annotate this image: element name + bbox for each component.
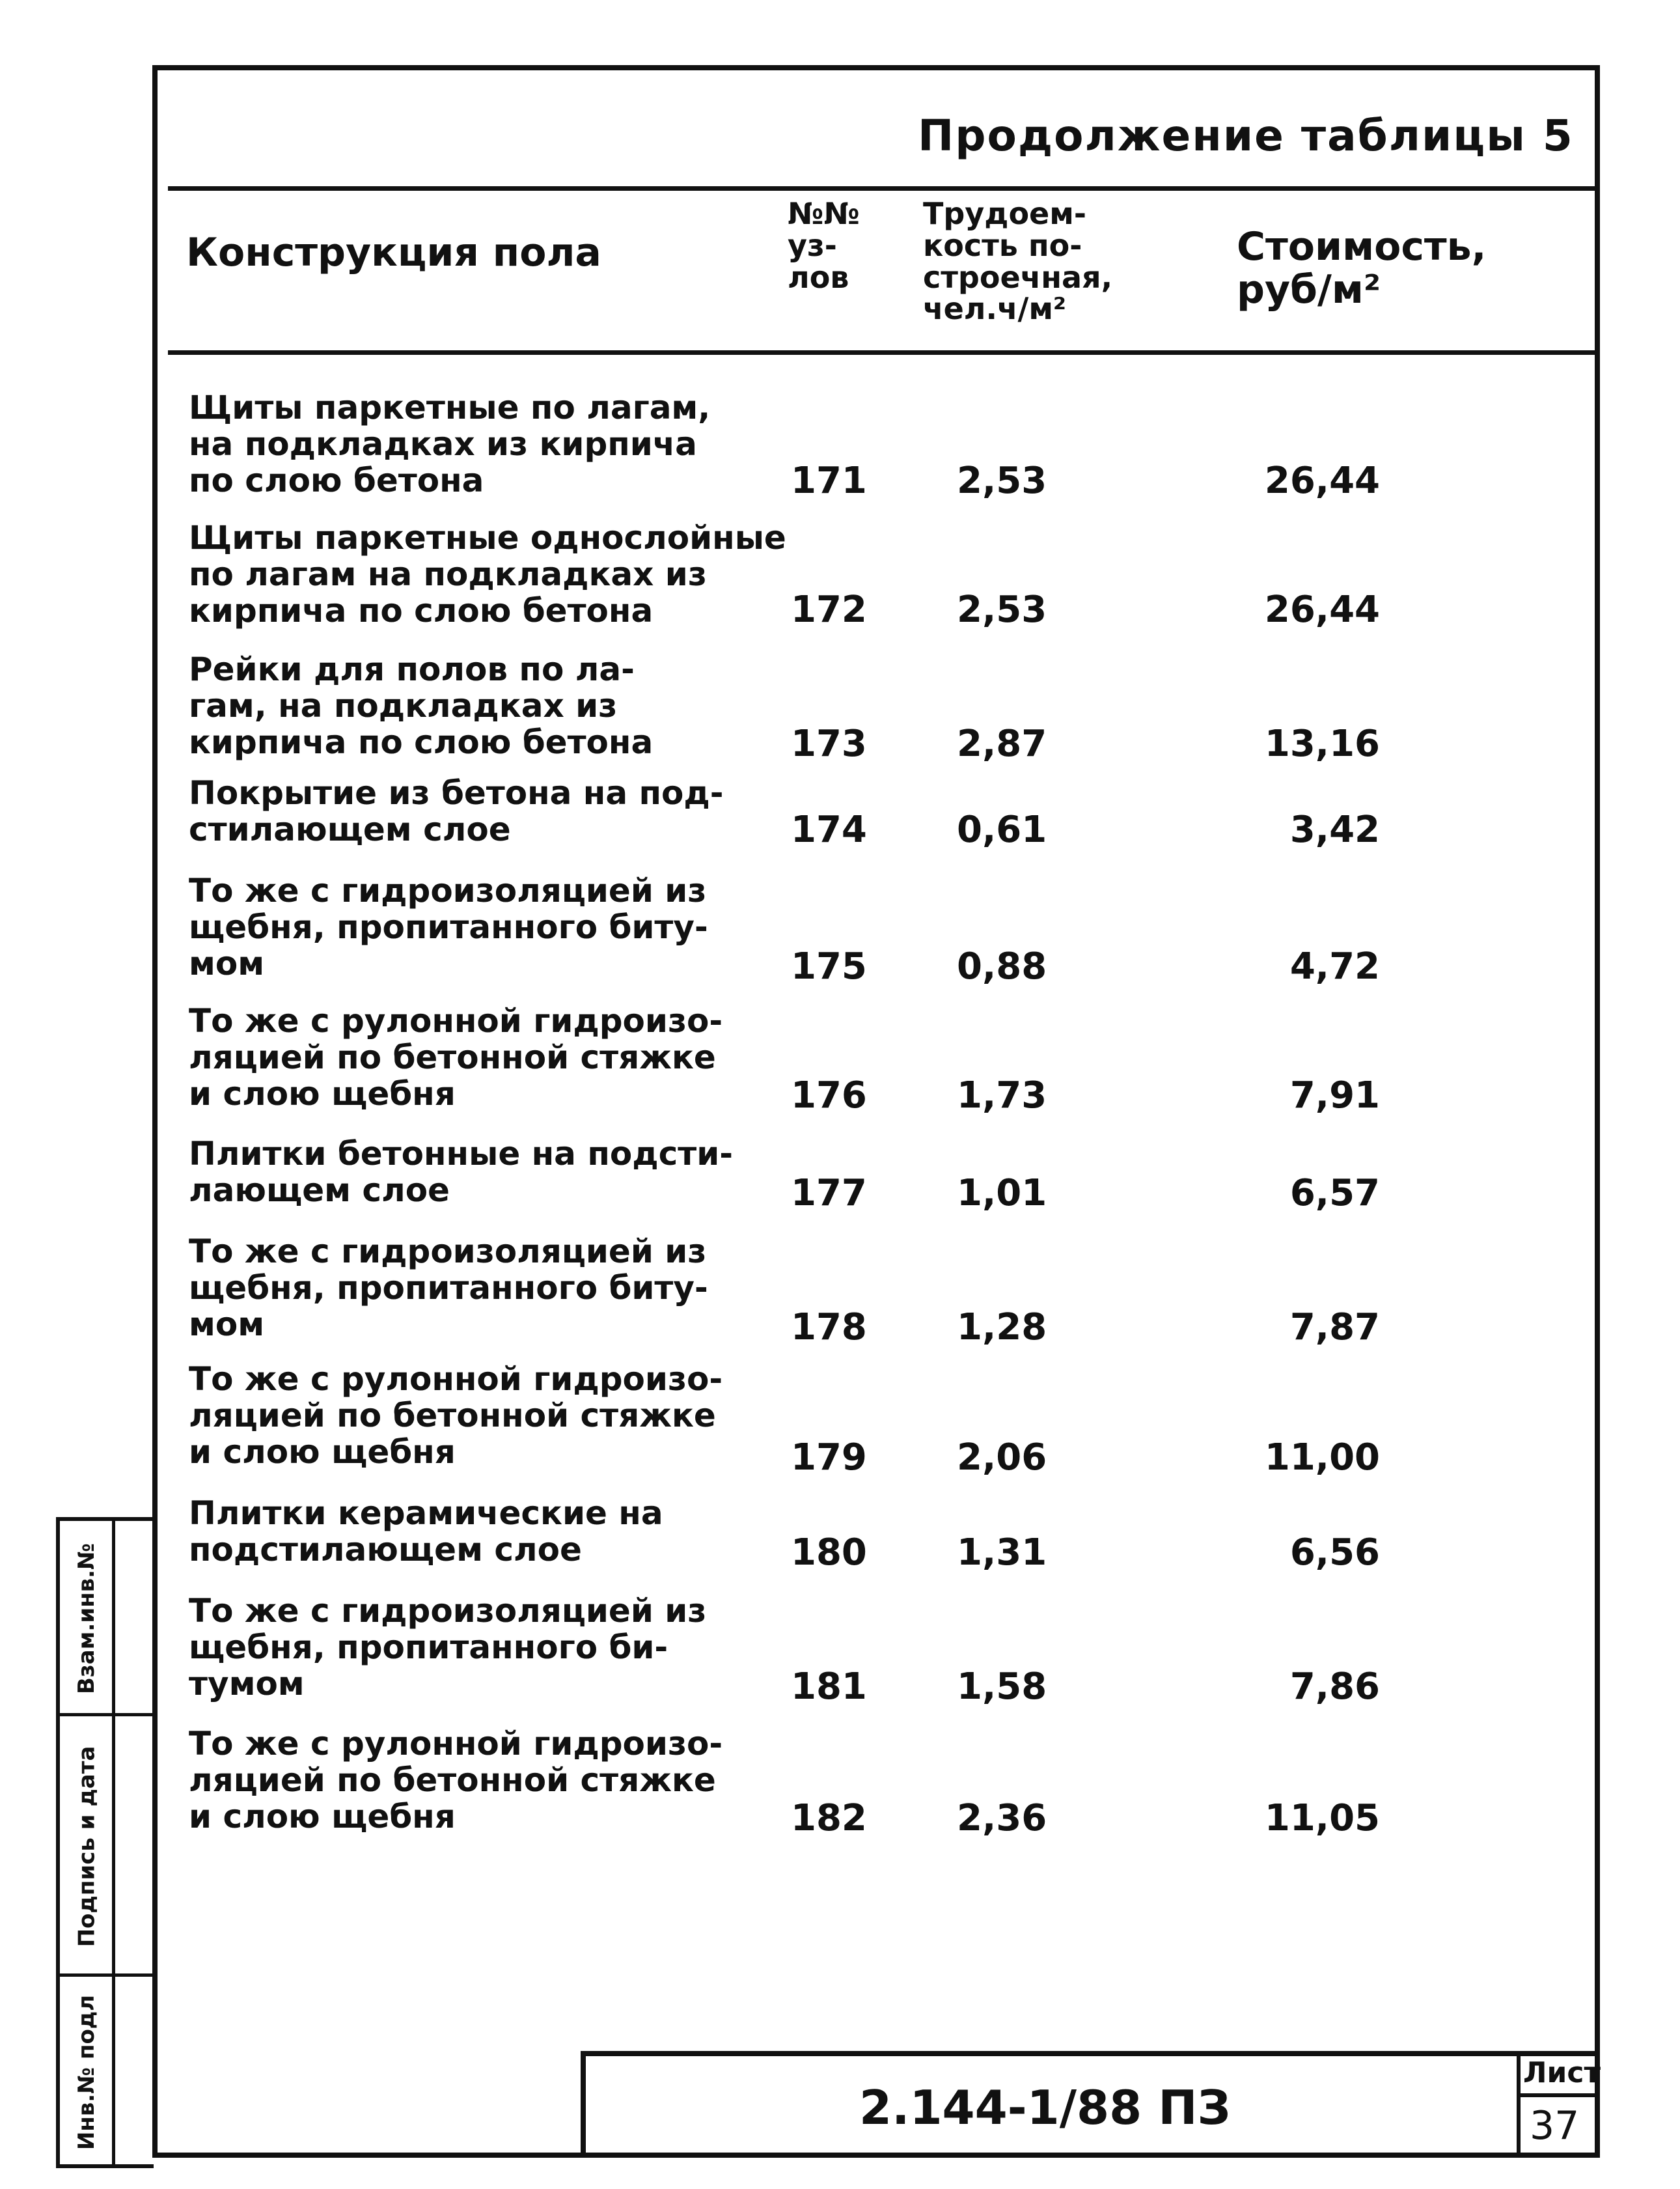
row-labor: 2,36 <box>957 1797 1047 1839</box>
row-labor: 1,73 <box>957 1074 1047 1117</box>
row-cost: 26,44 <box>1264 589 1380 631</box>
stamp-label-swap-inv: Взам.инв.№ <box>74 1543 100 1694</box>
row-cost: 11,05 <box>1264 1797 1380 1839</box>
row-cost: 13,16 <box>1264 723 1380 765</box>
document-code: 2.144-1/88 ПЗ <box>859 2080 1231 2135</box>
row-description: То же с гидроизоляцией из щебня, пропитанного биту- мом <box>189 1233 708 1343</box>
row-labor: 0,61 <box>957 809 1047 851</box>
row-cost: 7,87 <box>1289 1306 1380 1348</box>
row-description: То же с гидроизоляцией из щебня, пропитанного биту- мом <box>189 872 708 983</box>
row-description: То же с рулонной гидроизо- ляцией по бетонной стяжке и слою щебня <box>189 1002 723 1113</box>
row-cost: 11,00 <box>1264 1436 1380 1479</box>
stamp-cell-inv-orig <box>60 1977 154 2168</box>
row-cost: 7,86 <box>1289 1666 1380 1708</box>
header-bottom-rule <box>168 350 1595 355</box>
table-continuation-title: Продолжение таблицы 5 <box>918 111 1574 161</box>
row-labor: 1,31 <box>957 1531 1047 1574</box>
row-description: Плитки бетонные на подсти- лающем слое <box>189 1135 734 1209</box>
row-labor: 2,53 <box>957 460 1047 502</box>
row-node: 172 <box>791 589 867 631</box>
row-labor: 2,53 <box>957 589 1047 631</box>
row-node: 176 <box>791 1074 867 1117</box>
row-cost: 3,42 <box>1289 809 1380 851</box>
column-header-nodes: №№ уз- лов <box>788 196 860 295</box>
row-labor: 1,01 <box>957 1172 1047 1214</box>
row-labor: 1,28 <box>957 1306 1047 1348</box>
column-header-construction: Конструкция пола <box>186 230 601 275</box>
row-node: 174 <box>791 809 867 851</box>
row-node: 180 <box>791 1531 867 1574</box>
row-node: 182 <box>791 1797 867 1839</box>
column-header-cost: Стоимость, руб/м² <box>1237 224 1487 313</box>
sheet-box-divider <box>1517 2093 1600 2097</box>
column-header-labor: Трудоем- кость по- строечная, чел.ч/м² <box>923 196 1113 327</box>
row-description: То же с гидроизоляцией из щебня, пропитанного би- тумом <box>189 1592 707 1703</box>
row-node: 178 <box>791 1306 867 1348</box>
row-cost: 7,91 <box>1289 1074 1380 1117</box>
row-node: 181 <box>791 1666 867 1708</box>
left-stamp-column <box>56 1517 154 2168</box>
row-description: Рейки для полов по ла- гам, на подкладках из кирпича по слою бетона <box>189 650 654 761</box>
row-node: 171 <box>791 460 867 502</box>
row-labor: 0,88 <box>957 945 1047 988</box>
row-cost: 26,44 <box>1264 460 1380 502</box>
stamp-cell-signature-date <box>60 1716 154 1977</box>
row-labor: 2,06 <box>957 1436 1047 1479</box>
row-node: 179 <box>791 1436 867 1479</box>
stamp-cell-swap-inv <box>60 1521 154 1716</box>
row-description: То же с рулонной гидроизо- ляцией по бетонной стяжке и слою щебня <box>189 1360 723 1471</box>
row-cost: 6,56 <box>1289 1531 1380 1574</box>
header-top-rule <box>168 186 1595 191</box>
stamp-label-signature-date: Подпись и дата <box>74 1746 100 1947</box>
row-labor: 1,58 <box>957 1666 1047 1708</box>
sheet-number: 37 <box>1530 2103 1580 2149</box>
row-node: 175 <box>791 945 867 988</box>
row-description: Щиты паркетные по лагам, на подкладках из кирпича по слою бетона <box>189 389 711 499</box>
row-node: 177 <box>791 1172 867 1214</box>
sheet-label: Лист <box>1523 2056 1601 2089</box>
row-description: То же с рулонной гидроизо- ляцией по бетонной стяжке и слою щебня <box>189 1725 723 1835</box>
row-cost: 6,57 <box>1289 1172 1380 1214</box>
stamp-label-inv-orig: Инв.№ подл <box>74 1994 100 2151</box>
row-node: 173 <box>791 723 867 765</box>
row-description: Плитки керамические на подстилающем слое <box>189 1494 663 1569</box>
row-labor: 2,87 <box>957 723 1047 765</box>
row-description: Щиты паркетные однослойные по лагам на подкладках из кирпича по слою бетона <box>189 519 786 630</box>
row-description: Покрытие из бетона на под- стилающем слое <box>189 774 724 848</box>
row-cost: 4,72 <box>1289 945 1380 988</box>
